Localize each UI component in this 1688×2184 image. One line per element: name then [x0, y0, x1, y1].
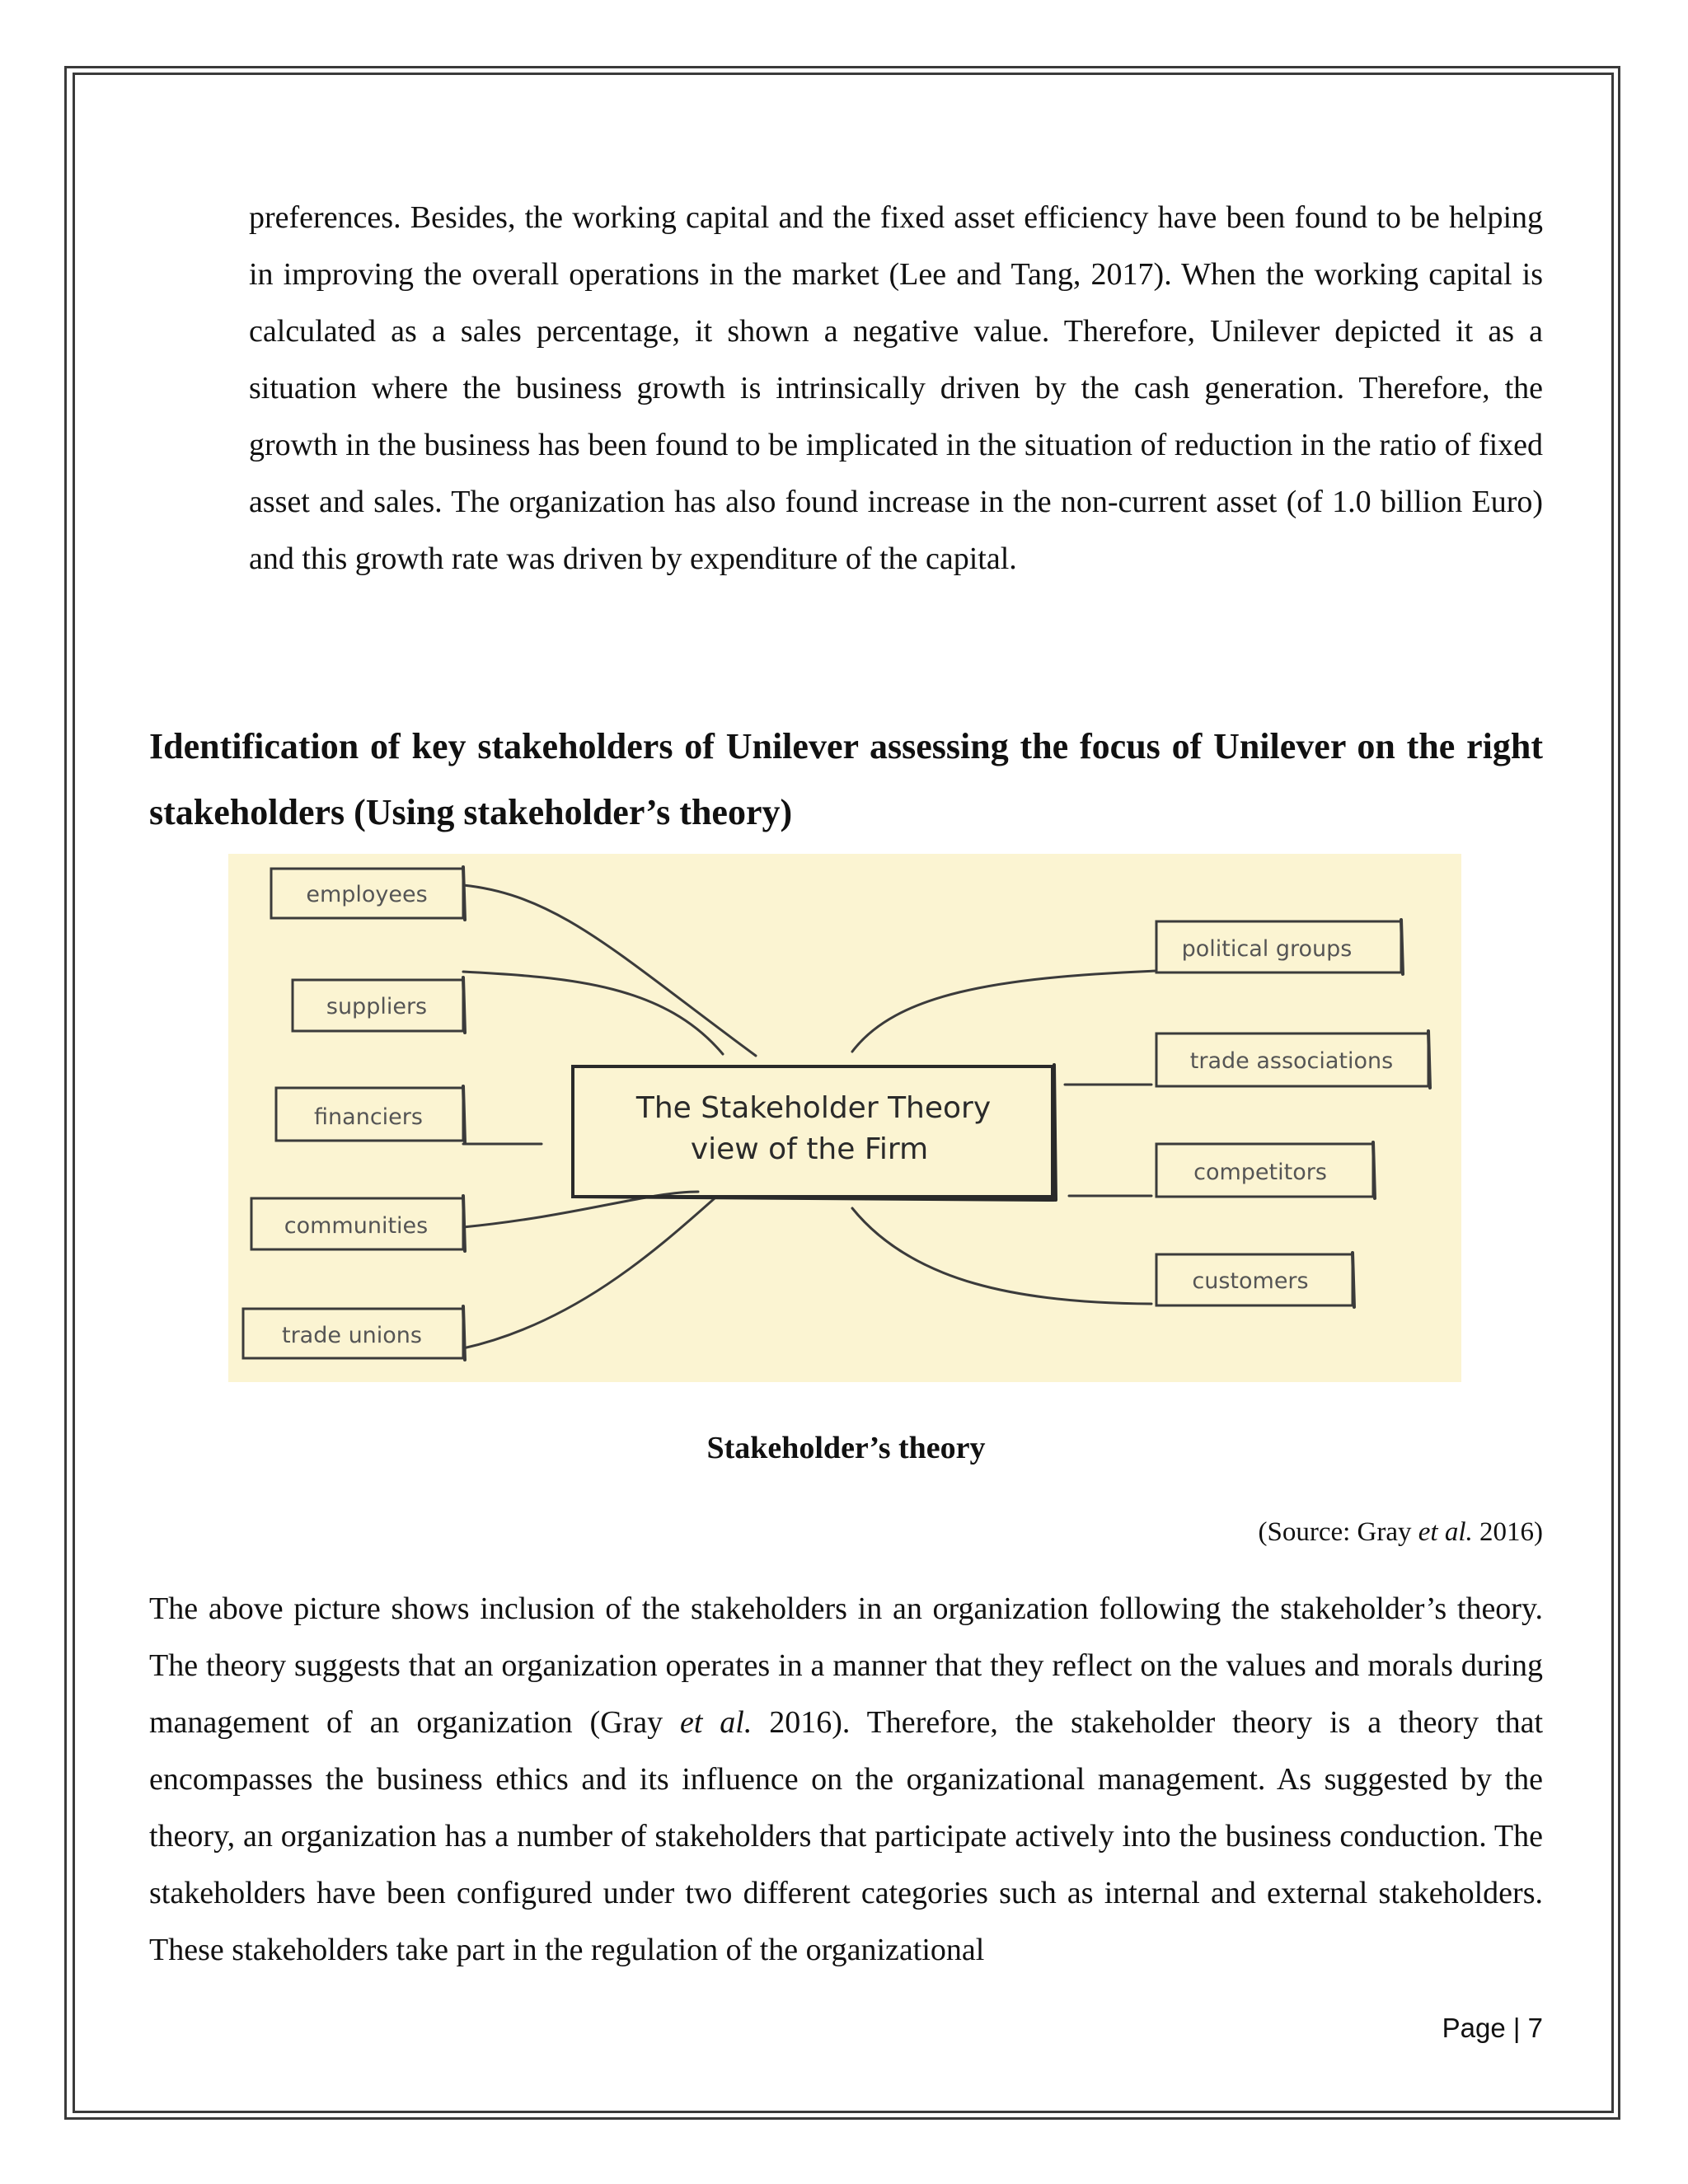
node-label-communities: communities [284, 1213, 429, 1239]
center-title-line2: view of the Firm [690, 1132, 929, 1166]
node-label-political-groups: political groups [1181, 936, 1353, 962]
center-title-line1: The Stakeholder Theory [635, 1091, 992, 1125]
body-paragraph-part2: 2016). Therefore, the stakeholder theory is a theory that encompasses the business ethics and its influence on the organizational management. As suggested by the theory, an organization has a number of stakeholders that participate actively into the business conduction. The stakeholders have been configured under two different categories such as internal and external stakeholders. These stakeholders take part in the regulation of the organizational [149, 1705, 1544, 1967]
node-competitors [1156, 1142, 1375, 1198]
node-label-trade-unions: trade unions [282, 1323, 422, 1348]
node-suppliers [293, 977, 465, 1033]
node-label-employees: employees [306, 882, 428, 907]
body-paragraph-part1: The above picture shows inclusion of the stakeholders in an organization following the stakeholder’s theory. The theory suggests that an organization operates in a manner that they reflect on the values and morals during management of an organization (Gray [149, 1591, 1543, 1740]
node-financiers [276, 1086, 465, 1142]
node-trade-associations [1156, 1031, 1430, 1088]
connector-customers [852, 1208, 1151, 1304]
connector-political-groups [852, 971, 1156, 1052]
node-label-customers: customers [1192, 1268, 1309, 1294]
connector-trade-unions [463, 1198, 715, 1348]
node-trade-unions [243, 1306, 465, 1360]
connector-employees [463, 885, 756, 1056]
body-paragraph [149, 1581, 1543, 1979]
source-suffix: 2016) [1472, 1517, 1543, 1547]
stakeholder-diagram [228, 854, 1461, 1382]
node-customers [1156, 1253, 1354, 1307]
node-label-financiers: financiers [314, 1104, 423, 1130]
node-political-groups [1156, 920, 1403, 974]
figure-caption: Stakeholder’s theory [706, 1431, 986, 1465]
node-label-trade-associations: trade associations [1189, 1048, 1394, 1074]
section-heading: Identification of key stakeholders of Unilever assessing the focus of Unilever on the right stakeholders (Using stakeholder’s theory) [149, 726, 1543, 832]
connector-suppliers [463, 972, 723, 1054]
source-prefix: (Source: Gray [1258, 1517, 1418, 1547]
source-etal: et al. [1418, 1517, 1473, 1547]
intro-paragraph: preferences. Besides, the working capital and the fixed asset efficiency have been found to be helping in improving the overall operations in the market (Lee and Tang, 2017). When the working capital is calculated as a sales percentage, it shown a negative value. Therefore, Unilever depicted it as a situation where the business growth is intrinsically driven by the cash generation. Therefore, the growth in the business has been found to be implicated in the situation of reduction in the ratio of fixed asset and sales. The organization has also found increase in the non-current asset (of 1.0 billion Euro) and this growth rate was driven by expenditure of the capital. [249, 200, 1543, 576]
page-number: Page | 7 [1442, 2013, 1543, 2043]
body-paragraph-etal: et al. [679, 1705, 753, 1740]
node-communities [251, 1196, 465, 1251]
node-label-suppliers: suppliers [326, 994, 428, 1019]
node-label-competitors: competitors [1193, 1160, 1327, 1185]
figure-source [149, 1511, 1543, 1553]
node-employees [271, 867, 465, 920]
center-node [573, 1065, 1056, 1200]
